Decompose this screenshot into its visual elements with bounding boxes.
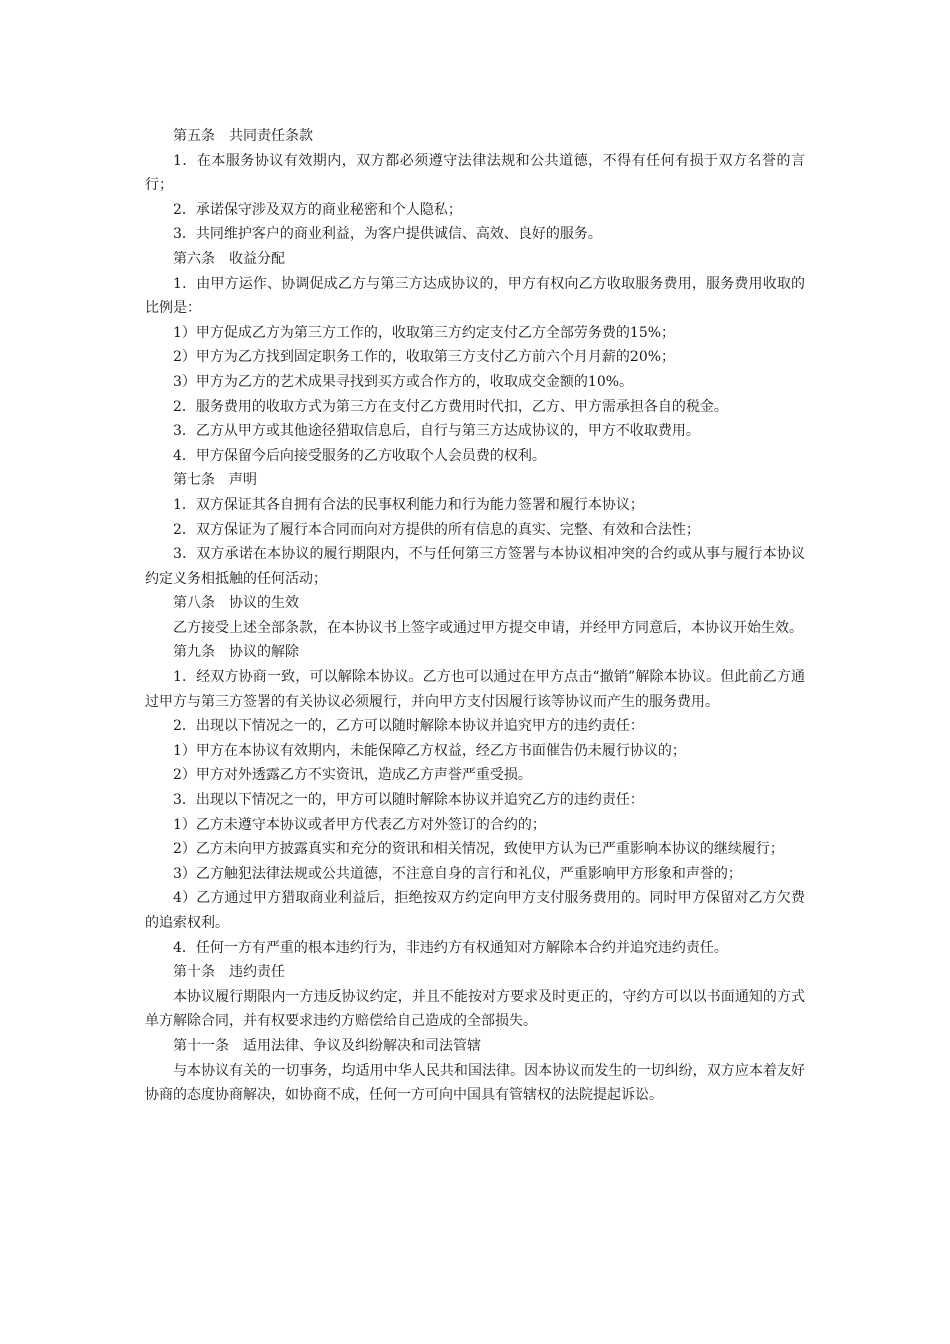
clause-paragraph: 2）甲方对外透露乙方不实资讯，造成乙方声誉严重受损。: [173, 767, 532, 784]
clause-paragraph: 3．共同维护客户的商业利益，为客户提供诚信、高效、良好的服务。: [173, 226, 602, 243]
clause-paragraph: 2．服务费用的收取方式为第三方在支付乙方费用时代扣，乙方、甲方需承担各自的税金。: [173, 398, 728, 415]
clause-paragraph: 本协议履行期限内一方违反协议约定，并且不能按对方要求及时更正的，守约方可以以书面通知的方式单方解除合同，并有权要求违约方赔偿给自己造成的全部损失。: [145, 988, 805, 1030]
article-heading: 第六条 收益分配: [173, 250, 285, 267]
clause-paragraph: 3）乙方触犯法律法规或公共道德，不注意自身的言行和礼仪，严重影响甲方形象和声誉的；: [173, 865, 742, 882]
article-heading: 第十条 违约责任: [173, 964, 285, 981]
clause-paragraph: 3．双方承诺在本协议的履行期限内，不与任何第三方签署与本协议相冲突的合约或从事与履行本协议约定义务相抵触的任何活动；: [145, 546, 805, 587]
clause-paragraph: 4．任何一方有严重的根本违约行为，非违约方有权通知对方解除本合约并追究违约责任。: [173, 939, 728, 956]
clause-paragraph: 2．出现以下情况之一的，乙方可以随时解除本协议并追究甲方的违约责任：: [173, 718, 644, 735]
clause-paragraph: 1）甲方促成乙方为第三方工作的，收取第三方约定支付乙方全部劳务费的15%；: [173, 324, 676, 341]
article-heading: 第七条 声明: [173, 472, 257, 489]
article-heading: 第五条 共同责任条款: [173, 128, 313, 144]
article-heading: 第八条 协议的生效: [173, 595, 299, 612]
clause-paragraph: 2．承诺保守涉及双方的商业秘密和个人隐私；: [173, 201, 462, 218]
article-heading: 第九条 协议的解除: [173, 644, 299, 661]
clause-paragraph: 2）乙方未向甲方披露真实和充分的资讯和相关情况，致使甲方认为已严重影响本协议的继续履行；: [173, 841, 784, 858]
clause-paragraph: 乙方接受上述全部条款，在本协议书上签字或通过甲方提交申请，并经甲方同意后，本协议开始生效。: [173, 619, 803, 636]
clause-paragraph: 与本协议有关的一切事务，均适用中华人民共和国法律。因本协议而发生的一切纠纷，双方应本着友好协商的态度协商解决，如协商不成，任何一方可向中国具有管辖权的法院提起诉讼。: [145, 1062, 805, 1104]
clause-paragraph: 1）甲方在本协议有效期内，未能保障乙方权益，经乙方书面催告仍未履行协议的；: [173, 742, 686, 759]
clause-paragraph: 4．甲方保留今后向接受服务的乙方收取个人会员费的权利。: [173, 447, 546, 464]
clause-paragraph: 4）乙方通过甲方猎取商业利益后，拒绝按双方约定向甲方支付服务费用的。同时甲方保留对乙方欠费的追索权利。: [145, 890, 805, 931]
clause-paragraph: 3．出现以下情况之一的，甲方可以随时解除本协议并追究乙方的违约责任：: [173, 792, 644, 809]
clause-paragraph: 1．双方保证其各自拥有合法的民事权利能力和行为能力签署和履行本协议；: [173, 496, 644, 513]
clause-paragraph: 3．乙方从甲方或其他途径猎取信息后，自行与第三方达成协议的，甲方不收取费用。: [173, 423, 700, 440]
clause-paragraph: 3）甲方为乙方的艺术成果寻找到买方或合作方的，收取成交金额的10%。: [173, 373, 634, 390]
clause-paragraph: 1）乙方未遵守本协议或者甲方代表乙方对外签订的合约的；: [173, 816, 546, 833]
clause-paragraph: 2．双方保证为了履行本合同而向对方提供的所有信息的真实、完整、有效和合法性；: [173, 521, 700, 538]
document-body: [145, 124, 805, 1108]
clause-paragraph: 2）甲方为乙方找到固定职务工作的，收取第三方支付乙方前六个月月薪的20%；: [173, 349, 676, 366]
clause-paragraph: 1．经双方协商一致，可以解除本协议。乙方也可以通过在甲方点击“撤销”解除本协议。但此前乙方通过甲方与第三方签署的有关协议必须履行，并向甲方支付因履行该等协议而产生的服务费用。: [145, 669, 805, 710]
clause-paragraph: 1．由甲方运作、协调促成乙方与第三方达成协议的，甲方有权向乙方收取服务费用，服务费用收取的比例是：: [145, 275, 805, 317]
article-heading: 第十一条 适用法律、争议及纠纷解决和司法管辖: [173, 1037, 481, 1054]
clause-paragraph: 1．在本服务协议有效期内，双方都必须遵守法律法规和公共道德，不得有任何有损于双方名誉的言行；: [145, 152, 805, 194]
